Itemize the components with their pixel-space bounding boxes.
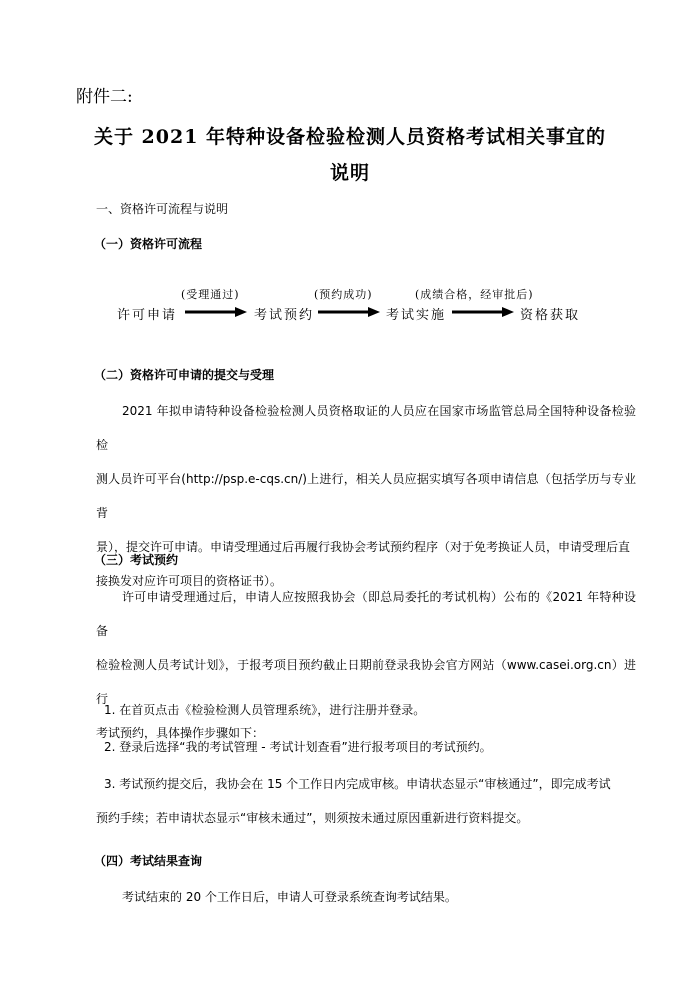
subheading-submission: （二）资格许可申请的提交与受理 (94, 368, 275, 382)
reservation-line-1: 许可申请受理通过后，申请人应按照我协会（即总局委托的考试机构）公布的《2021 年特种设备 (96, 590, 636, 638)
flow-arrow-1 (185, 307, 247, 317)
section-heading-qualification-process: 一、资格许可流程与说明 (96, 202, 229, 216)
reservation-step-3-line-2: 预约手续；若申请状态显示“审核未通过”，则须按未通过原因重新进行资料提交。 (96, 811, 529, 825)
submission-line-1: 2021 年拟申请特种设备检验检测人员资格取证的人员应在国家市场监管总局全国特种设备检验检 (96, 404, 636, 452)
flow-diagram (0, 280, 700, 330)
reservation-step-2-line-1: 2. 登录后选择“我的考试管理 - 考试计划查看”进行报考项目的考试预约。 (104, 740, 492, 754)
flow-step-reserve: 考试预约 (254, 308, 315, 323)
reservation-step-3 (96, 767, 636, 835)
subheading-reservation: （三）考试预约 (94, 553, 179, 567)
flow-condition-accepted: (受理通过) (181, 288, 240, 301)
results-line-1: 考试结束的 20 个工作日后，申请人可登录系统查询考试结果。 (122, 890, 457, 904)
flow-condition-reserved: (预约成功) (314, 288, 373, 301)
flow-condition-passed-approved: (成绩合格，经审批后) (415, 288, 534, 301)
reservation-step-1 (96, 693, 636, 727)
reservation-step-2 (96, 730, 636, 764)
document-title-line-1: 关于 2021 年特种设备检验检测人员资格考试相关事宜的 (93, 126, 607, 148)
reservation-step-3-line-1: 3. 考试预约提交后，我协会在 15 个工作日内完成审核。申请状态显示“审核通过”，即完成考试 (104, 777, 611, 791)
attachment-label: 附件二: (76, 87, 133, 107)
submission-line-3: 景），提交许可申请。申请受理通过后再履行我协会考试预约程序（对于免考换证人员，申请受理后直 (96, 540, 631, 554)
submission-line-4: 接换发对应许可项目的资格证书）。 (96, 574, 283, 588)
flow-arrow-3 (452, 307, 514, 317)
subheading-results: （四）考试结果查询 (94, 854, 203, 868)
subheading-flow: （一）资格许可流程 (94, 237, 203, 251)
flow-step-exam: 考试实施 (386, 308, 447, 323)
flow-step-certify: 资格获取 (520, 308, 581, 323)
submission-line-2: 测人员许可平台(http://psp.e-cqs.cn/)上进行，相关人员应据实填写各项申请信息（包括学历与专业背 (96, 472, 636, 520)
flow-step-apply: 许可申请 (117, 308, 178, 323)
reservation-line-2: 检验检测人员考试计划》，于报考项目预约截止日期前登录我协会官方网站（www.casei.org.cn）进行 (96, 658, 636, 706)
reservation-line-3: 考试预约，具体操作步骤如下： (96, 726, 265, 740)
document-title-line-2: 说明 (329, 162, 370, 184)
reservation-step-1-line-1: 1. 在首页点击《检验检测人员管理系统》，进行注册并登录。 (104, 703, 426, 717)
flow-arrow-2 (318, 307, 380, 317)
results-paragraph (96, 880, 636, 914)
